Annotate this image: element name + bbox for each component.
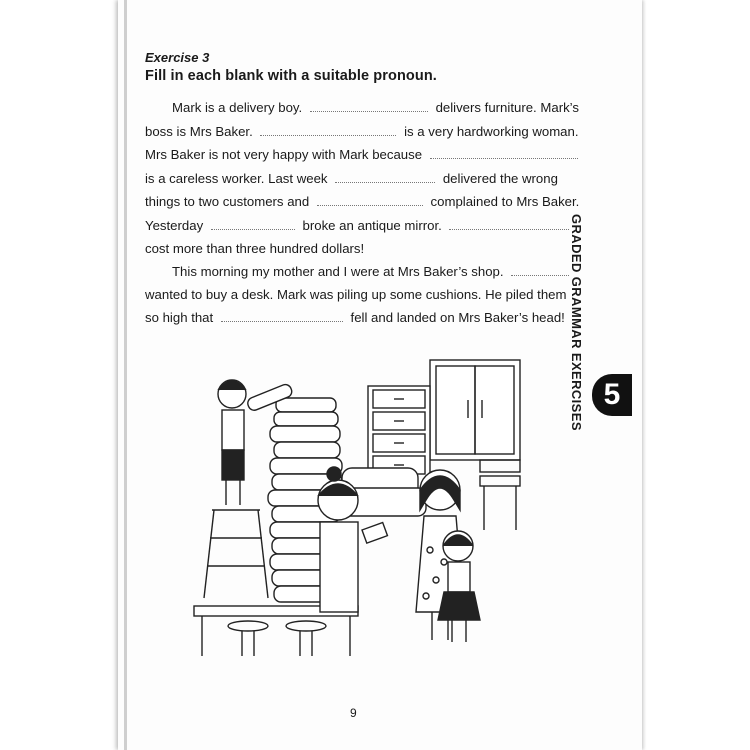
blank-8[interactable] bbox=[511, 264, 569, 276]
passage-text: This morning my mother and I were at Mrs Baker’s shop. bbox=[172, 264, 504, 279]
passage-text: is a careless worker. Last week bbox=[145, 171, 328, 186]
blank-4[interactable] bbox=[335, 171, 435, 183]
passage-line-9 bbox=[145, 287, 567, 302]
passage-text: Mrs Baker is not very happy with Mark because bbox=[145, 147, 423, 162]
passage-text: broke an antique mirror. bbox=[302, 218, 442, 233]
wardrobe bbox=[430, 360, 520, 460]
exercise-instruction: Fill in each blank with a suitable pronoun. bbox=[145, 68, 437, 84]
blank-1[interactable] bbox=[310, 100, 428, 112]
passage-text: Yesterday bbox=[145, 218, 204, 233]
blank-5[interactable] bbox=[317, 194, 423, 206]
exercise-title: Exercise 3 bbox=[145, 50, 210, 65]
book-series-title: GRADED GRAMMAR EXERCISES bbox=[569, 214, 584, 431]
passage-line-4 bbox=[145, 171, 558, 186]
blank-2[interactable] bbox=[260, 124, 396, 136]
table bbox=[194, 606, 358, 656]
passage-text: things to two customers and bbox=[145, 194, 310, 209]
passage-line-2 bbox=[145, 124, 579, 139]
blank-9[interactable] bbox=[221, 310, 343, 322]
step-ladder bbox=[204, 510, 268, 598]
blank-6[interactable] bbox=[211, 218, 295, 230]
passage-line-6 bbox=[145, 218, 573, 233]
chair bbox=[480, 460, 520, 530]
passage-line-10 bbox=[145, 310, 565, 325]
page-gutter bbox=[124, 0, 127, 750]
shop-scene-illustration bbox=[186, 350, 586, 658]
passage-line-7 bbox=[145, 241, 364, 256]
passage-text: is a very hardworking woman. bbox=[404, 124, 579, 139]
passage-line-1 bbox=[172, 100, 579, 115]
passage-text: cost more than three hundred dollars! bbox=[145, 241, 365, 256]
page-number: 9 bbox=[350, 706, 357, 720]
passage-text: delivers furniture. Mark’s bbox=[435, 100, 579, 115]
passage-line-5 bbox=[145, 194, 579, 209]
passage-text: so high that bbox=[145, 310, 214, 325]
passage-text: complained to Mrs Baker. bbox=[430, 194, 580, 209]
chapter-badge: 5 bbox=[592, 374, 632, 416]
passage-text: fell and landed on Mrs Baker’s head! bbox=[350, 310, 565, 325]
passage-text: boss is Mrs Baker. bbox=[145, 124, 253, 139]
passage-text: Mark is a delivery boy. bbox=[172, 100, 303, 115]
blank-7[interactable] bbox=[449, 218, 569, 230]
passage-line-3 bbox=[145, 147, 582, 162]
passage-text: delivered the wrong bbox=[442, 171, 558, 186]
blank-3[interactable] bbox=[430, 147, 578, 159]
passage-line-8 bbox=[172, 264, 573, 279]
passage-text: wanted to buy a desk. Mark was piling up some cushions. He piled them bbox=[145, 287, 567, 302]
